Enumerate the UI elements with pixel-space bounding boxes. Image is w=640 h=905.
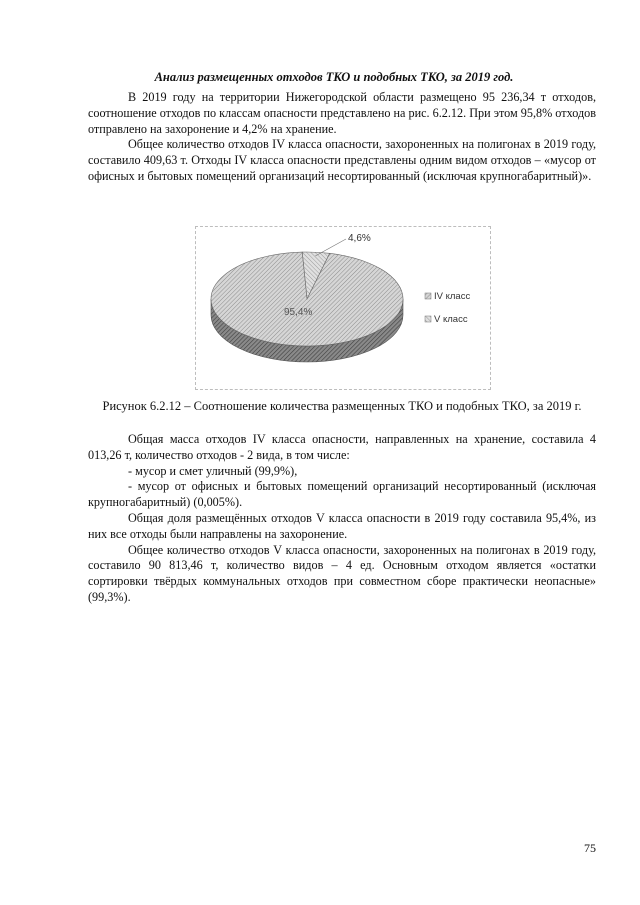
legend-label-iv: IV класс xyxy=(434,291,471,302)
legend-label-v: V класс xyxy=(434,314,468,325)
list-item: - мусор от офисных и бытовых помещений организаций несортированный (исключая крупногабаритный) (0,005%). xyxy=(88,479,596,510)
paragraph: Общее количество отходов IV класса опасности, захороненных на полигонах в 2019 году, составило 409,63 т. Отходы IV класса опасности представлены одним видом отходов – «мусор от офисных и бытовых помещений организаций несортированный (исключая крупногабаритный)». xyxy=(88,137,596,183)
data-label-v: 95,4% xyxy=(284,307,313,318)
intro-text xyxy=(88,90,596,185)
paragraph: Общая доля размещённых отходов V класса опасности в 2019 году составила 95,4%, из них все отходы были направлены на захоронение. xyxy=(88,510,596,541)
list-item: - мусор и смет уличный (99,9%), xyxy=(128,463,298,478)
figure-caption: Рисунок 6.2.12 – Соотношение количества размещенных ТКО и подобных ТКО, за 2019 г. xyxy=(102,399,582,413)
legend xyxy=(425,291,470,325)
data-label-iv: 4,6% xyxy=(348,233,371,244)
pie-chart xyxy=(196,227,490,389)
paragraph: Общая масса отходов IV класса опасности, направленных на хранение, составила 4 013,26 т, количество отходов - 2 вида, в том числе: xyxy=(88,432,596,462)
legend-swatch-v xyxy=(425,316,431,322)
paragraph: Общее количество отходов V класса опасности, захороненных на полигонах в 2019 году, составило 90 813,46 т, количество видов – 4 ед. Основным отходом является «остатки сортировки твёрдых коммунальных отходов при совместном сборе практически неопасные» (99,3%). xyxy=(88,542,596,604)
body-text xyxy=(88,432,596,606)
paragraph: В 2019 году на территории Нижегородской области размещено 95 236,34 т отходов, соотношение отходов по классам опасности представлено на рис. 6.2.12. При этом 95,8% отходов отправлено на захоронение и 4,2% на хранение. xyxy=(88,90,596,136)
section-heading: Анализ размещенных отходов ТКО и подобных ТКО, за 2019 год. xyxy=(154,70,514,84)
legend-swatch-iv xyxy=(425,293,431,299)
chart-area xyxy=(195,226,491,390)
page-number: 75 xyxy=(584,841,596,855)
